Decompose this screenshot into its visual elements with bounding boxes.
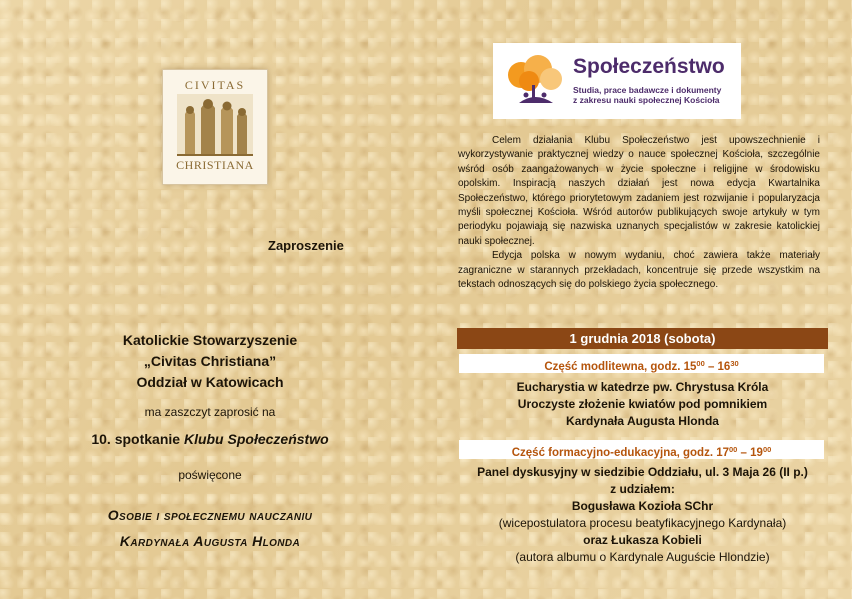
formation-time-dash: – 19 bbox=[737, 447, 763, 459]
meeting-club-name: Klubu Społeczeństwo bbox=[183, 431, 329, 447]
spoleczenstwo-logo-subtitle-1: Studia, prace badawcze i dokumenty bbox=[573, 85, 722, 95]
prayer-start-minutes: 00 bbox=[696, 359, 705, 368]
civitas-logo-bottom-text: CHRISTIANA bbox=[176, 158, 254, 172]
with-participation-line: z udziałem: bbox=[610, 482, 675, 496]
meeting-title bbox=[60, 431, 360, 447]
organizer-line-2: „Civitas Christiana” bbox=[143, 353, 277, 369]
event-date-bar: 1 grudnia 2018 (sobota) bbox=[457, 328, 828, 349]
honor-text: ma zaszczyt zaprosić na bbox=[144, 405, 276, 419]
prayer-section-details bbox=[450, 379, 835, 430]
prayer-line-3: Kardynała Augusta Hlonda bbox=[566, 414, 719, 428]
prayer-line-1: Eucharystia w katedrze pw. Chrystusa Króla bbox=[516, 380, 769, 394]
civitas-logo-top-text: CIVITAS bbox=[184, 78, 246, 92]
organizer-line-3: Oddział w Katowicach bbox=[136, 374, 284, 390]
description-paragraph-1: Celem działania Klubu Społeczeństwo jest upowszechnienie i wykorzystywanie praktycznej wiedzy o nauce społecznej Kościoła, szczególnie wśród osób zaangażowanych w życie społeczne i religijne w środowisku opolskim. Inspiracją naszych działań jest nowa edycja Kwartalnika Społeczeństwo, którego priorytetowym zadaniem jest rozwijanie i popularyzacja myśli społecznej Kościoła. Wśród autorów publikujących swoje artykuły w tym periodyku pojawiają się nazwiska uznanych specjalistów w zakresie katolickiej nauki społecznej. bbox=[458, 135, 820, 247]
description-paragraph-2: Edycja polska w nowym wydaniu, choć zawiera także materiały zagraniczne w starannych przekładach, koncentruje się przede wszystkim na tekstach odnoszących się do polskiego życia społecznego. bbox=[458, 250, 820, 291]
guest-2-name: oraz Łukasza Kobieli bbox=[583, 533, 702, 547]
panel-line: Panel dyskusyjny w siedzibie Oddziału, ul. 3 Maja 26 (II p.) bbox=[477, 465, 808, 479]
formation-start-minutes: 00 bbox=[729, 445, 738, 454]
organizer-line-1: Katolickie Stowarzyszenie bbox=[122, 332, 298, 348]
spoleczenstwo-logo bbox=[493, 43, 741, 119]
guest-1-role: (wicepostulatora procesu beatyfikacyjnego Kardynała) bbox=[498, 516, 787, 530]
invitation-heading: Zaproszenie bbox=[268, 238, 344, 253]
meeting-prefix: 10. spotkanie bbox=[91, 431, 181, 447]
guest-2-role: (autora albumu o Kardynale Auguście Hlondzie) bbox=[515, 550, 770, 564]
prayer-line-2: Uroczyste złożenie kwiatów pod pomnikiem bbox=[517, 397, 768, 411]
topic-line-2: Kardynała Augusta Hlonda bbox=[119, 533, 301, 549]
formation-section-details bbox=[450, 464, 835, 566]
dedicated-text: poświęcone bbox=[178, 468, 242, 482]
prayer-time-dash: – 16 bbox=[704, 361, 731, 373]
spoleczenstwo-logo-subtitle bbox=[573, 85, 721, 105]
topic-line-1: Osobie i społecznemu nauczaniu bbox=[107, 507, 313, 523]
prayer-section-label: Część modlitewna, godz. 15 bbox=[544, 361, 697, 373]
prayer-end-minutes: 30 bbox=[730, 359, 739, 368]
guest-1-name: Bogusława Kozioła SChr bbox=[571, 499, 714, 513]
formation-section-header bbox=[459, 440, 824, 459]
formation-section-label: Część formacyjno-edukacyjna, godz. 17 bbox=[511, 447, 730, 459]
saints-relief-icon bbox=[177, 94, 253, 156]
formation-end-minutes: 00 bbox=[762, 445, 772, 454]
organizer-block bbox=[60, 330, 360, 393]
trees-icon bbox=[505, 51, 567, 111]
civitas-christiana-logo bbox=[162, 69, 268, 185]
prayer-section-header bbox=[459, 354, 824, 373]
spoleczenstwo-logo-subtitle-2: z zakresu nauki społecznej Kościoła bbox=[573, 95, 720, 105]
club-description bbox=[458, 134, 820, 292]
topic-block bbox=[60, 502, 360, 554]
spoleczenstwo-logo-name: Społeczeństwo bbox=[573, 55, 725, 78]
